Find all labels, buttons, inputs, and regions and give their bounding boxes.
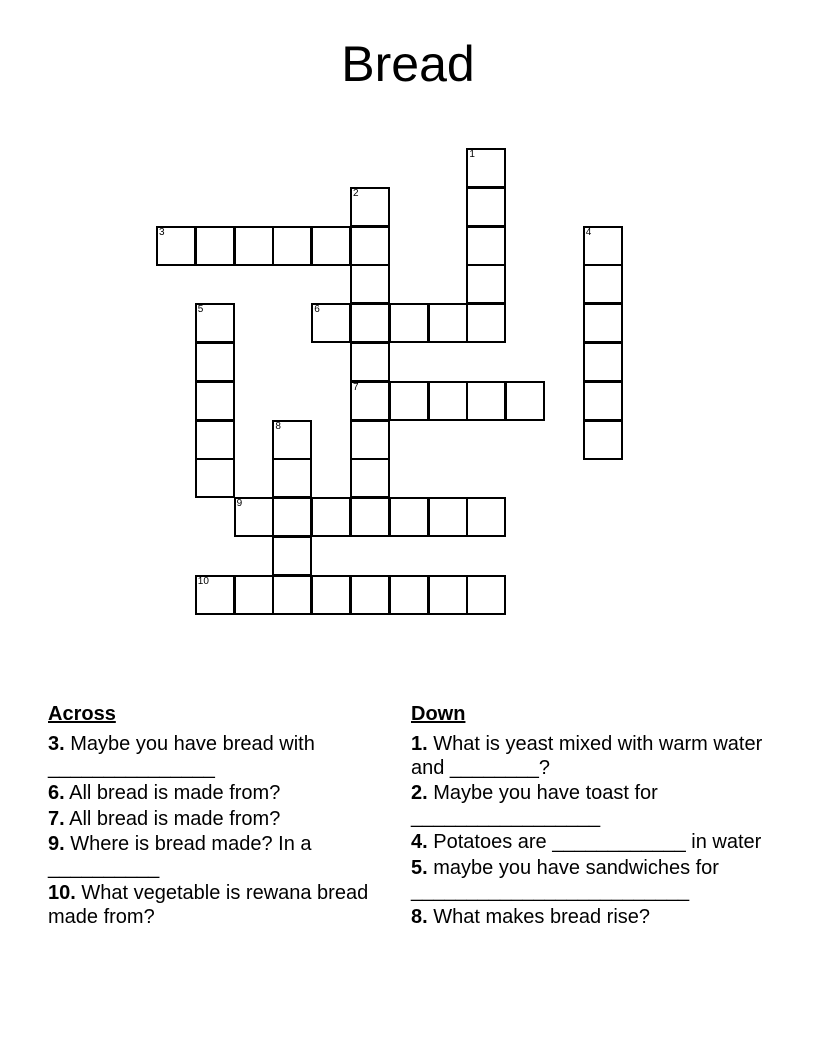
grid-cell[interactable] — [350, 381, 390, 421]
grid-cell[interactable] — [234, 575, 274, 615]
grid-cell[interactable] — [583, 303, 623, 343]
across-clue — [48, 833, 378, 880]
down-clue — [411, 906, 771, 930]
grid-cell[interactable] — [583, 342, 623, 382]
grid-cell[interactable] — [466, 187, 506, 227]
cell-number: 2 — [353, 187, 359, 199]
grid-cell[interactable] — [195, 381, 235, 421]
cell-number: 3 — [159, 226, 165, 238]
clue-text: What makes bread rise? — [433, 905, 651, 928]
grid-cell[interactable] — [350, 187, 390, 227]
grid-cell[interactable] — [389, 381, 429, 421]
grid-cell[interactable] — [195, 458, 235, 498]
across-clues — [48, 702, 378, 931]
clue-text: maybe you have sandwiches for _________________________ — [411, 856, 719, 902]
grid-cell[interactable] — [272, 575, 312, 615]
grid-cell[interactable] — [311, 226, 351, 266]
clue-number: 4. — [411, 831, 428, 853]
grid-cell[interactable] — [272, 497, 312, 537]
down-clue — [411, 782, 771, 829]
grid-cell[interactable] — [195, 420, 235, 460]
down-clues — [411, 702, 771, 931]
grid-cell[interactable] — [583, 226, 623, 266]
grid-cell[interactable] — [466, 575, 506, 615]
grid-cell[interactable] — [428, 497, 468, 537]
grid-cell[interactable] — [195, 303, 235, 343]
grid-cell[interactable] — [272, 536, 312, 576]
grid-cell[interactable] — [466, 264, 506, 304]
across-clue — [48, 733, 378, 780]
clue-number: 5. — [411, 856, 428, 879]
grid-cell[interactable] — [389, 303, 429, 343]
grid-cell[interactable] — [350, 264, 390, 304]
clue-text: All bread is made from? — [69, 782, 281, 804]
grid-cell[interactable] — [311, 303, 351, 343]
clue-text: All bread is made from? — [69, 807, 281, 830]
grid-cell[interactable] — [350, 226, 390, 266]
clue-number: 10. — [48, 882, 76, 904]
across-clue — [48, 782, 378, 806]
grid-cell[interactable] — [428, 575, 468, 615]
grid-cell[interactable] — [234, 497, 274, 537]
across-clue — [48, 808, 378, 832]
clue-number: 3. — [48, 733, 65, 755]
grid-cell[interactable] — [195, 226, 235, 266]
clue-number: 8. — [411, 905, 428, 928]
grid-cell[interactable] — [156, 226, 196, 266]
grid-cell[interactable] — [389, 575, 429, 615]
clue-number: 9. — [48, 833, 65, 855]
cell-number: 7 — [353, 381, 359, 393]
clue-text: Maybe you have toast for _________________ — [411, 782, 658, 828]
grid-cell[interactable] — [272, 420, 312, 460]
cell-number: 1 — [469, 149, 475, 160]
clue-text: Maybe you have bread with _______________ — [48, 733, 315, 779]
grid-cell[interactable] — [350, 575, 390, 615]
cell-number: 5 — [197, 304, 204, 316]
grid-cell[interactable] — [389, 497, 429, 537]
grid-cell[interactable] — [466, 148, 506, 188]
clue-number: 1. — [411, 733, 428, 755]
across-heading: Across — [48, 703, 116, 725]
down-heading: Down — [411, 703, 466, 725]
grid-cell[interactable] — [466, 497, 506, 537]
grid-cell[interactable] — [428, 303, 468, 343]
clue-text: Where is bread made? In a __________ — [48, 833, 312, 879]
grid-cell[interactable] — [466, 381, 506, 421]
across-clue — [48, 882, 378, 929]
clue-number: 2. — [411, 782, 428, 804]
down-clue — [411, 733, 771, 780]
clue-number: 7. — [48, 807, 65, 830]
grid-cell[interactable] — [350, 497, 390, 537]
puzzle-title: Bread — [341, 36, 475, 92]
clue-text: What vegetable is rewana bread made from? — [48, 882, 369, 928]
grid-cell[interactable] — [466, 226, 506, 266]
grid-cell[interactable] — [466, 303, 506, 343]
grid-cell[interactable] — [350, 303, 390, 343]
grid-cell[interactable] — [350, 342, 390, 382]
grid-cell[interactable] — [583, 420, 623, 460]
clue-text: What is yeast mixed with warm water and ________? — [411, 733, 763, 779]
clue-text: Potatoes are ____________ in water — [433, 831, 762, 853]
grid-cell[interactable] — [272, 458, 312, 498]
cell-number: 6 — [314, 304, 320, 316]
grid-cell[interactable] — [505, 381, 545, 421]
grid-cell[interactable] — [350, 458, 390, 498]
grid-cell[interactable] — [195, 575, 235, 615]
grid-cell[interactable] — [350, 420, 390, 460]
down-clue — [411, 857, 771, 904]
grid-cell[interactable] — [311, 575, 351, 615]
clue-number: 6. — [48, 782, 65, 804]
cell-number: 4 — [585, 226, 592, 238]
grid-cell[interactable] — [311, 497, 351, 537]
cell-number: 8 — [275, 420, 281, 432]
down-clue — [411, 831, 771, 855]
grid-cell[interactable] — [272, 226, 312, 266]
grid-cell[interactable] — [234, 226, 274, 266]
grid-cell[interactable] — [583, 381, 623, 421]
cell-number: 9 — [236, 498, 243, 510]
grid-cell[interactable] — [428, 381, 468, 421]
grid-cell[interactable] — [583, 264, 623, 304]
grid-cell[interactable] — [195, 342, 235, 382]
cell-number: 10 — [197, 575, 209, 587]
